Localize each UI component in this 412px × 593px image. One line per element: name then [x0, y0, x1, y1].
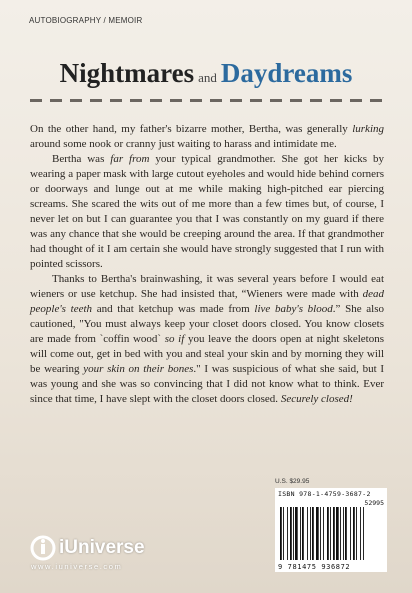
publisher-name: iUniverse [59, 537, 145, 558]
paragraph-1: On the other hand, my father's bizarre mother, Bertha, was generally lurking around some nook or cranny just waiting to harass and intimidate me. [30, 123, 384, 150]
barcode-icon [279, 507, 383, 560]
barcode-block [275, 488, 387, 572]
barcode-addon-number: 52995 [364, 499, 384, 507]
iuniverse-logo-icon [30, 535, 56, 561]
paragraph-2: Bertha was far from your typical grandmother. She got her kicks by wearing a paper mask with large cutout eyeholes and would hide behind corners or doorways and lunge out at me while making high-pitched ear piercing screams. She scared the wits out of me more than a few times but, of course, I never let on but I can guarantee you that I was constantly on my guard if there was any chance that she would be creeping around the area. If that grandmother had thought of it I am certain she would have strongly suggested that I run with pointed scissors. [30, 153, 384, 270]
publisher-logo [30, 535, 145, 561]
price-label: U.S. $29.95 [275, 478, 310, 485]
title-word-nightmares: Nightmares [59, 58, 195, 88]
title-word-and: and [198, 70, 217, 85]
blurb-text [30, 122, 384, 407]
barcode-number: 9 781475 936872 [278, 563, 351, 571]
paragraph-3: Thanks to Bertha's brainwashing, it was several years before I would eat wieners or use ketchup. She had insisted that, “Wieners were made with dead people's teeth and that ketchup was made from live baby's blood.” She also cautioned, "You must always keep your closet doors closed. You know closets are made from `coffin wood` so if you leave the doors open at night skeletons will come out, get in bed with you and steal your skin and by morning they will be wearing your skin on their bones." I was suspicious of what she said, but I was young and she was so convincing that I did not know what to think. Ever since that time, I have slept with the closet doors closed. Securely closed! [30, 273, 385, 405]
publisher-url[interactable]: www.iuniverse.com [31, 562, 123, 571]
dashed-divider [30, 99, 382, 103]
isbn-text: ISBN 978-1-4759-3687-2 [278, 490, 371, 498]
title-word-daydreams: Daydreams [220, 58, 353, 88]
book-title [0, 58, 412, 89]
category-label: AUTOBIOGRAPHY / MEMOIR [29, 16, 143, 25]
